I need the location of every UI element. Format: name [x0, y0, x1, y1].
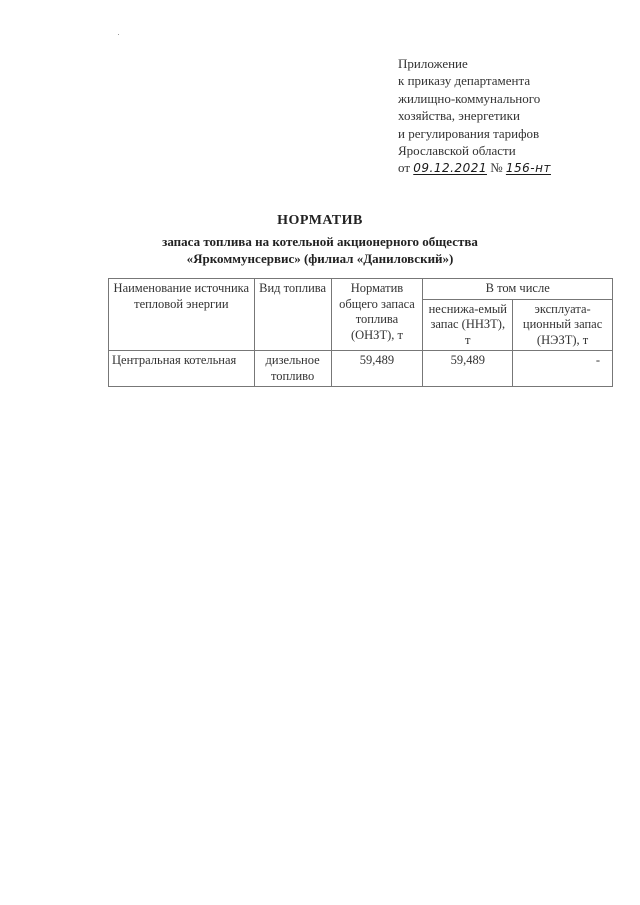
cell-nnzt: 59,489 — [423, 351, 513, 387]
appendix-block — [398, 55, 628, 178]
cell-fuel: дизельное топливо — [254, 351, 331, 387]
title-line-2: «Яркоммунсервис» (филиал «Даниловский») — [186, 251, 454, 266]
document-title — [120, 213, 520, 267]
order-number: 156-нт — [505, 161, 551, 176]
cell-source: Центральная котельная — [109, 351, 255, 387]
header-nezt: эксплуата-ционный запас (НЭЗТ), т — [513, 299, 613, 351]
title-line-1: запаса топлива на котельной акционерного общества — [162, 234, 478, 249]
appendix-line-4: хозяйства, энергетики — [398, 108, 520, 124]
date-prefix: от — [398, 160, 411, 176]
appendix-line-6: Ярославской области — [398, 143, 516, 159]
appendix-line-2: к приказу департамента — [398, 73, 531, 89]
header-source: Наименование источника тепловой энергии — [109, 279, 255, 351]
header-including: В том числе — [423, 279, 613, 300]
cell-nezt: - — [513, 351, 613, 387]
appendix-date-line — [398, 159, 628, 177]
appendix-line-5: и регулирования тарифов — [398, 125, 540, 141]
order-date: 09.12.2021 — [413, 161, 487, 176]
cell-total: 59,489 — [331, 351, 423, 387]
header-total: Норматив общего запаса топлива (ОНЗТ), т — [331, 279, 423, 351]
table-row — [109, 351, 613, 387]
scan-speck — [118, 34, 119, 35]
appendix-line-3: жилищно-коммунального — [398, 90, 541, 106]
header-nnzt: неснижа-емый запас (ННЗТ), т — [423, 299, 513, 351]
number-sign: № — [490, 160, 503, 176]
fuel-norm-table — [108, 278, 613, 387]
table-header-row — [109, 279, 613, 300]
title-main: НОРМАТИВ — [277, 213, 363, 228]
header-fuel: Вид топлива — [254, 279, 331, 351]
appendix-line-1: Приложение — [398, 56, 468, 71]
